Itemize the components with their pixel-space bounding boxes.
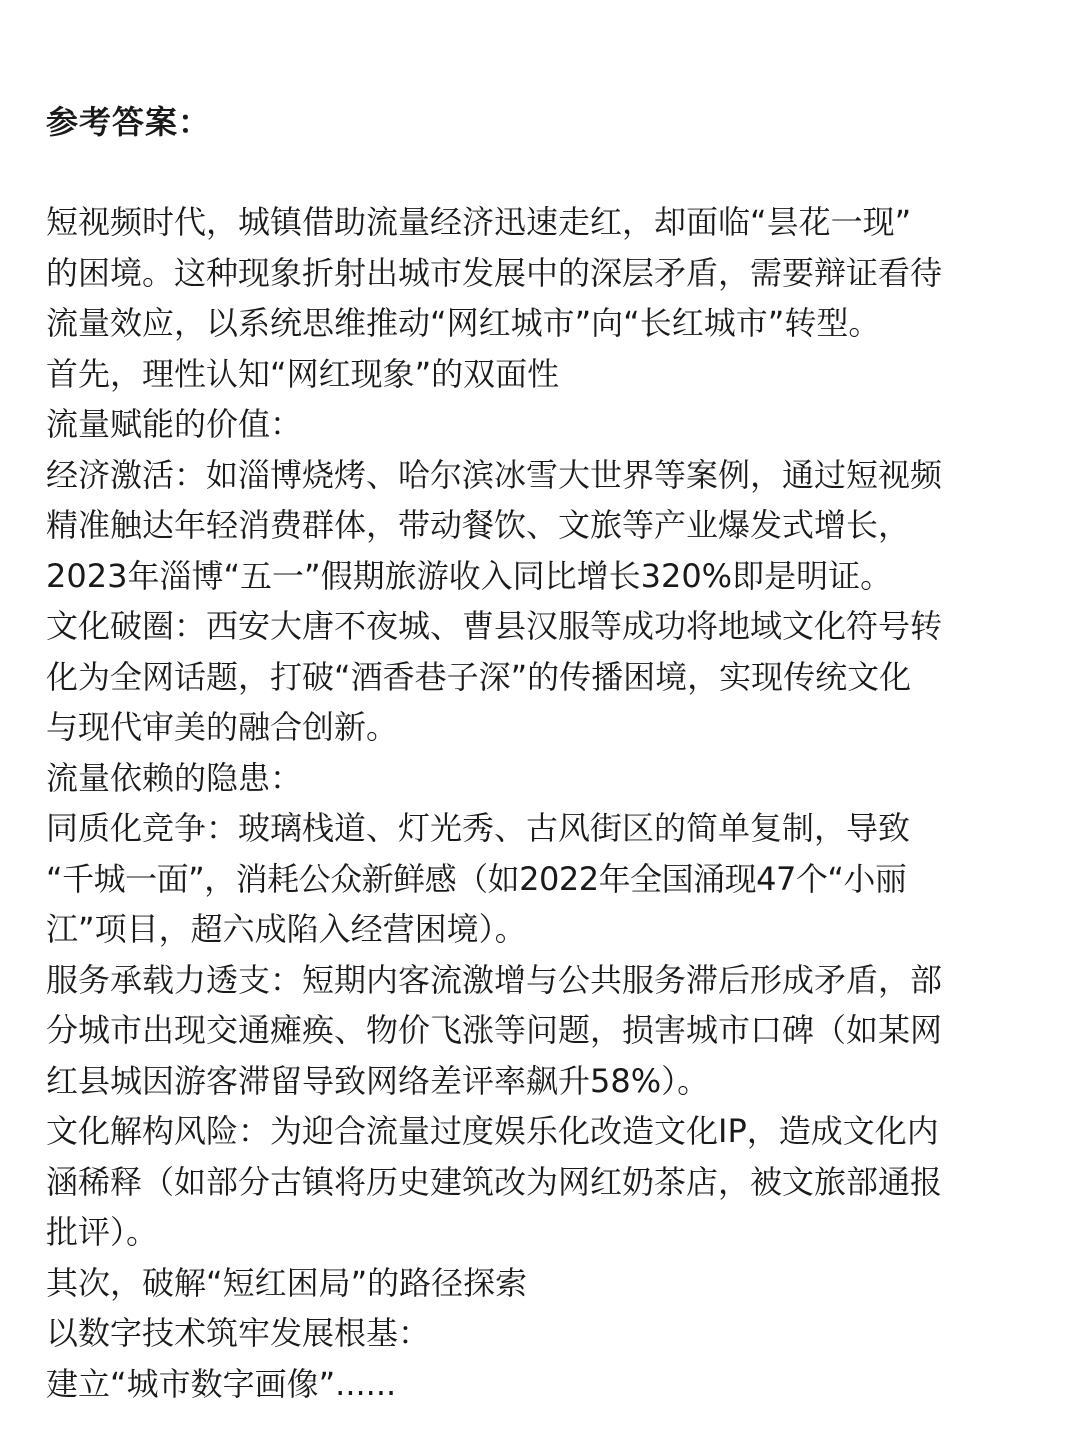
text-line: 经济激活：如淄博烧烤、哈尔滨冰雪大世界等案例，通过短视频 xyxy=(46,455,943,494)
text-line: 建立“城市数字画像”...... xyxy=(46,1364,397,1403)
text-line: 同质化竞争：玻璃栈道、灯光秀、古风街区的简单复制，导致 xyxy=(46,809,911,847)
text-line: 首先，理性认知“网红现象”的双面性 xyxy=(46,354,560,393)
page-title: 参考答案： xyxy=(46,103,212,141)
text-line: “千城一面”，消耗公众新鲜感（如2022年全国涌现47个“小丽 xyxy=(46,859,907,898)
answer-body xyxy=(46,197,1066,1409)
text-line: 流量依赖的隐患： xyxy=(46,758,303,797)
text-line: 江”项目，超六成陷入经营困境）。 xyxy=(46,910,527,948)
text-line: 流量赋能的价值： xyxy=(46,405,303,443)
text-line: 化为全网话题，打破“酒香巷子深”的传播困境，实现传统文化 xyxy=(46,657,912,696)
text-line: 与现代审美的融合创新。 xyxy=(46,708,399,746)
text-line: 短视频时代，城镇借助流量经济迅速走红，却面临“昙花一现” xyxy=(46,203,912,241)
text-line: 其次，破解“短红困局”的路径探索 xyxy=(46,1263,528,1302)
text-line: 以数字技术筑牢发展根基： xyxy=(46,1314,431,1352)
text-line: 的困境。这种现象折射出城市发展中的深层矛盾，需要辩证看待 xyxy=(46,253,943,292)
text-line: 流量效应，以系统思维推动“网红城市”向“长红城市”转型。 xyxy=(46,304,881,342)
text-line: 文化破圈：西安大唐不夜城、曹县汉服等成功将地域文化符号转 xyxy=(46,607,943,645)
text-line: 精准触达年轻消费群体，带动餐饮、文旅等产业爆发式增长， xyxy=(46,506,911,544)
text-line: 2023年淄博“五一”假期旅游收入同比增长320%即是明证。 xyxy=(46,556,893,595)
text-line: 文化解构风险：为迎合流量过度娱乐化改造文化IP，造成文化内 xyxy=(46,1112,939,1150)
text-line: 批评）。 xyxy=(46,1213,159,1251)
text-line: 分城市出现交通瘫痪、物价飞涨等问题，损害城市口碑（如某网 xyxy=(46,1011,943,1049)
text-line: 红县城因游客滞留导致网络差评率飙升58%）。 xyxy=(46,1061,710,1100)
text-line: 服务承载力透支：短期内客流激增与公共服务滞后形成矛盾，部 xyxy=(46,960,943,999)
text-line: 涵稀释（如部分古镇将历史建筑改为网红奶茶店，被文旅部通报 xyxy=(46,1162,943,1201)
